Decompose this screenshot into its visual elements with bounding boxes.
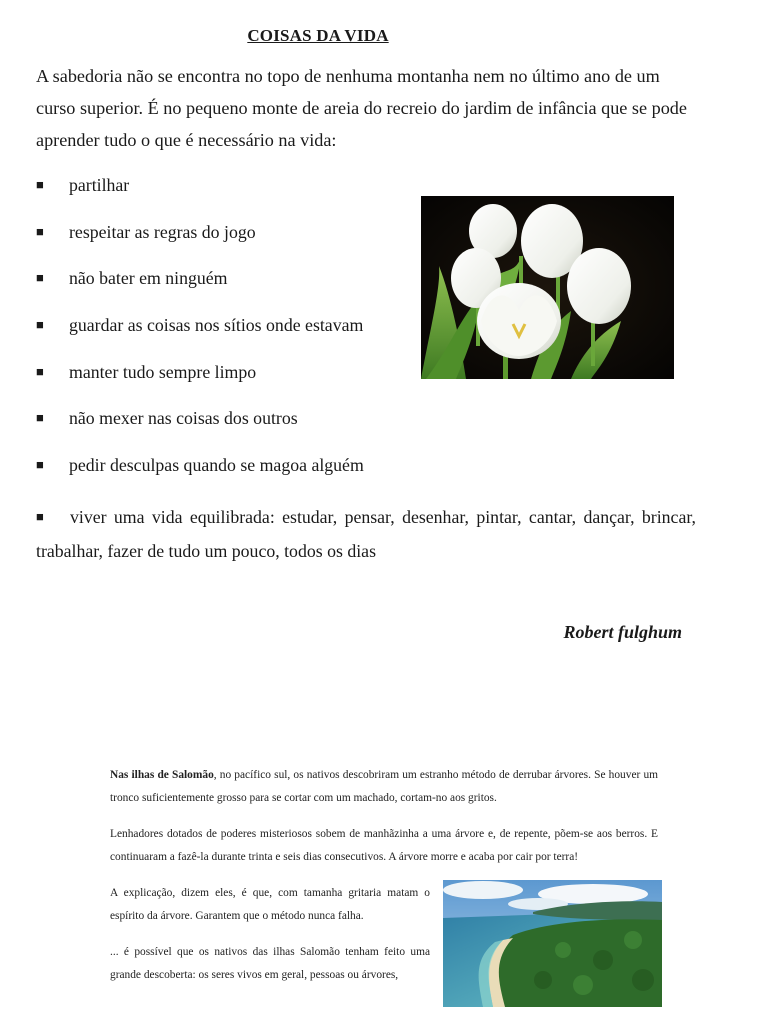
- story-paragraph: ... é possível que os nativos das ilhas Salomão tenham feito uma grande descoberta: os seres vivos em geral, pessoas ou árvores,: [110, 946, 430, 981]
- list-item-text: manter tudo sempre limpo: [69, 362, 257, 382]
- list-item-text: respeitar as regras do jogo: [69, 222, 256, 242]
- list-item: [36, 222, 256, 243]
- bullet-mark: ■: [36, 410, 44, 425]
- list-item-text: partilhar: [69, 175, 130, 195]
- list-item-text: não mexer nas coisas dos outros: [69, 408, 298, 428]
- list-item: [36, 315, 363, 336]
- list-item: [36, 175, 129, 196]
- list-item: [36, 455, 364, 476]
- story-lead: Nas ilhas de Salomão: [110, 769, 214, 781]
- island-image: [443, 880, 662, 1007]
- bullet-mark: ■: [36, 364, 44, 379]
- list-item-long: [36, 500, 696, 568]
- intro-paragraph: A sabedoria não se encontra no topo de nenhuma montanha nem no último ano de um curso superior. É no pequeno monte de areia do recreio do jardim de infância que se pode aprender tudo o que é necessário na vida:: [36, 66, 687, 150]
- tulips-image: [421, 196, 674, 379]
- list-item: [36, 362, 256, 383]
- bullet-mark: ■: [36, 224, 44, 239]
- bullet-mark: ■: [36, 177, 44, 192]
- list-item: [36, 268, 228, 289]
- list-item-text: pedir desculpas quando se magoa alguém: [69, 455, 364, 475]
- story-paragraph: [110, 764, 658, 809]
- list-item-text: viver uma vida equilibrada: estudar, pensar, desenhar, pintar, cantar, dançar, brincar, trabalhar, fazer de tudo um pouco, todos os dias: [36, 507, 696, 561]
- list-item-text: guardar as coisas nos sítios onde estavam: [69, 315, 364, 335]
- bullet-mark: ■: [36, 509, 44, 524]
- bullet-mark: ■: [36, 270, 44, 285]
- list-item: [36, 408, 298, 429]
- story-text-span: , no pacífico sul, os nativos descobriram um estranho método de derrubar árvores. Se houver um tronco suficientemente grosso para se cortar com um machado, cortam-no aos gritos.: [110, 769, 658, 804]
- bullet-mark: ■: [36, 317, 44, 332]
- story-paragraph: A explicação, dizem eles, é que, com tamanha gritaria matam o espírito da árvore. Garantem que o método nunca falha.: [110, 887, 430, 922]
- list-item-text: não bater em ninguém: [69, 268, 228, 288]
- page-title: COISAS DA VIDA: [247, 26, 389, 45]
- author-signature: Robert fulghum: [563, 622, 682, 642]
- story-paragraph: Lenhadores dotados de poderes misteriosos sobem de manhãzinha a uma árvore e, de repente, põem-se aos berros. E continuaram a fazê-la durante trinta e seis dias consecutivos. A árvore morre e acaba por cair por terra!: [110, 828, 658, 863]
- bullet-mark: ■: [36, 457, 44, 472]
